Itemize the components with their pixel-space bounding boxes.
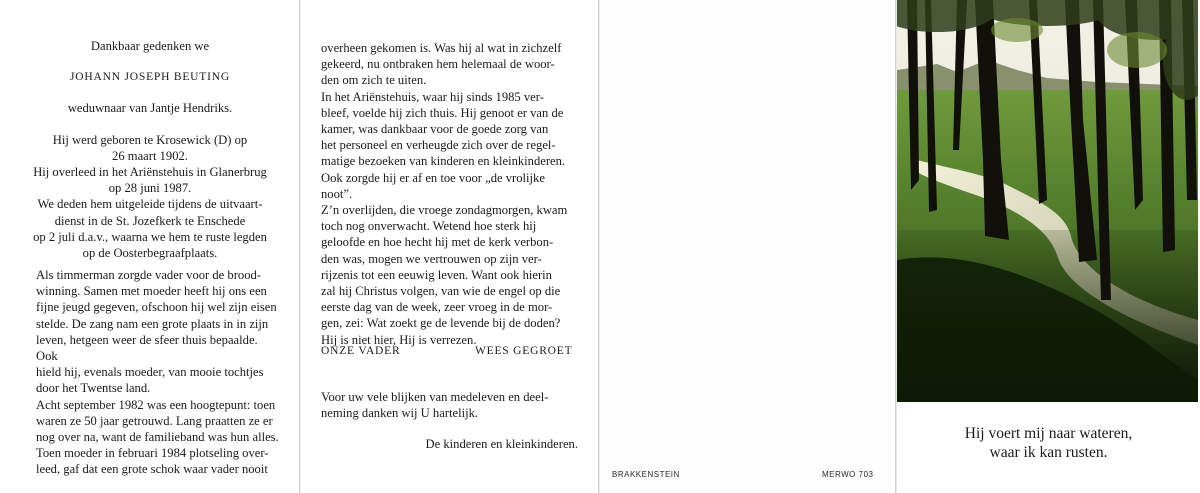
story-line: hield hij, evenals moeder, van mooie tochtjes (36, 365, 264, 380)
story-line: noot”. (321, 186, 353, 201)
card-panel-left (0, 0, 300, 493)
story-line: rijzenis tot een eeuwig leven. Want ook hierin (321, 267, 552, 282)
bible-verse (897, 424, 1200, 462)
story-line: overheen gekomen is. Was hij al wat in zichzelf (321, 41, 562, 55)
life-line: op 2 juli d.a.v., waarna we hem te ruste legden (33, 229, 267, 244)
story-line: geloofde en hoe hecht hij met de kerk verbon- (321, 235, 554, 250)
story-line: den om zich te uiten. (321, 73, 427, 88)
story-line: waren ze 50 jaar getrouwd. Lang praatten ze er (36, 413, 273, 428)
publisher-label: BRAKKENSTEIN (612, 470, 680, 479)
life-line: 26 maart 1902. (112, 148, 188, 163)
story-line: Ook zorgde hij er af en toe voor „de vrolijke (321, 170, 545, 185)
story-line: zal hij Christus volgen, van wie de engel op die (321, 284, 561, 299)
life-line: We deden hem uitgeleide tijdens de uitvaart- (37, 197, 263, 212)
story-line: bleef, voelde hij zich thuis. Hij genoot er van de (321, 105, 564, 120)
card-front-panel (897, 0, 1200, 493)
card-back-panel (600, 0, 896, 493)
thanks-line: Voor uw vele blijken van medeleven en deel- (321, 390, 549, 404)
story-line: gen, zei: Wat zoekt ge de levende bij de doden? (321, 316, 561, 331)
story-line: Als timmerman zorgde vader voor de brood- (36, 268, 261, 282)
story-line: matige bezoeken van kinderen en kleinkinderen. (321, 154, 566, 169)
story-line: stelde. De zang nam een grote plaats in in zijn (36, 316, 269, 331)
story-line: fijne jeugd gegeven, ofschoon hij wel zijn eisen (36, 300, 277, 315)
card-panel-inner (301, 0, 599, 493)
life-details (0, 132, 300, 262)
story-line: door het Twentse land. (36, 381, 151, 396)
story-line: het personeel en verheugde zich over de regel- (321, 138, 556, 153)
story-line: Hij is niet hier, Hij is verrezen. (321, 332, 477, 347)
life-line: Hij werd geboren te Krosewick (D) op (52, 132, 248, 147)
prayer-hail-mary: WEES GEGROET (475, 345, 573, 357)
story-line: winning. Samen met moeder heeft hij ons een (36, 284, 267, 299)
verse-line: waar ik kan rusten. (989, 444, 1108, 461)
prayer-our-father: ONZE VADER (321, 345, 401, 357)
deceased-name: JOHANN JOSEPH BEUTING (70, 71, 230, 84)
story-line: Acht september 1982 was een hoogtepunt: toen (36, 397, 276, 412)
family-signature: De kinderen en kleinkinderen. (425, 437, 578, 451)
life-line: op 28 juni 1987. (108, 181, 192, 196)
story-line: leven, hetgeen weer de sfeer thuis bepaalde. Ook (36, 332, 258, 364)
story-line: gekeerd, nu ontbraken hem helemaal de woor- (321, 57, 555, 72)
story-line: Toen moeder in februari 1984 plotseling over- (36, 446, 269, 461)
story-line: kamer, was dankbaar voor de goede zorg van (321, 122, 549, 137)
obituary-header (0, 38, 300, 261)
life-story-part1 (36, 267, 282, 478)
thanks-note (321, 389, 579, 421)
story-line: eerste dag van de week, zeer vroeg in de mor- (321, 300, 553, 315)
life-story-part2 (321, 40, 579, 348)
heading: Dankbaar gedenken we (90, 39, 210, 53)
story-line: nog over na, want de familieband was hun alles. (36, 430, 279, 445)
verse-line: Hij voert mij naar wateren, (964, 425, 1133, 442)
story-line: den was, mogen we vertrouwen op zijn ver- (321, 251, 542, 266)
story-line: Z’n overlijden, die vroege zondagmorgen, kwam (321, 203, 568, 218)
story-line: toch nog onverwacht. Wetend hoe sterk hij (321, 219, 537, 234)
life-line: dienst in de St. Jozefkerk te Enschede (54, 213, 246, 228)
life-line: op de Oosterbegraafplaats. (82, 246, 218, 261)
thanks-line: neming danken wij U hartelijk. (321, 406, 479, 421)
story-line: leed, gaf dat een grote schok waar vader nooit (36, 462, 268, 477)
life-line: Hij overleed in het Ariënstehuis in Glanerbrug (33, 165, 267, 180)
print-code-label: MERWO 703 (822, 470, 874, 479)
story-line: In het Ariënstehuis, waar hij sinds 1985 ver- (321, 89, 544, 104)
relation-line: weduwnaar van Jantje Hendriks. (67, 101, 233, 116)
landscape-photo (897, 0, 1198, 402)
